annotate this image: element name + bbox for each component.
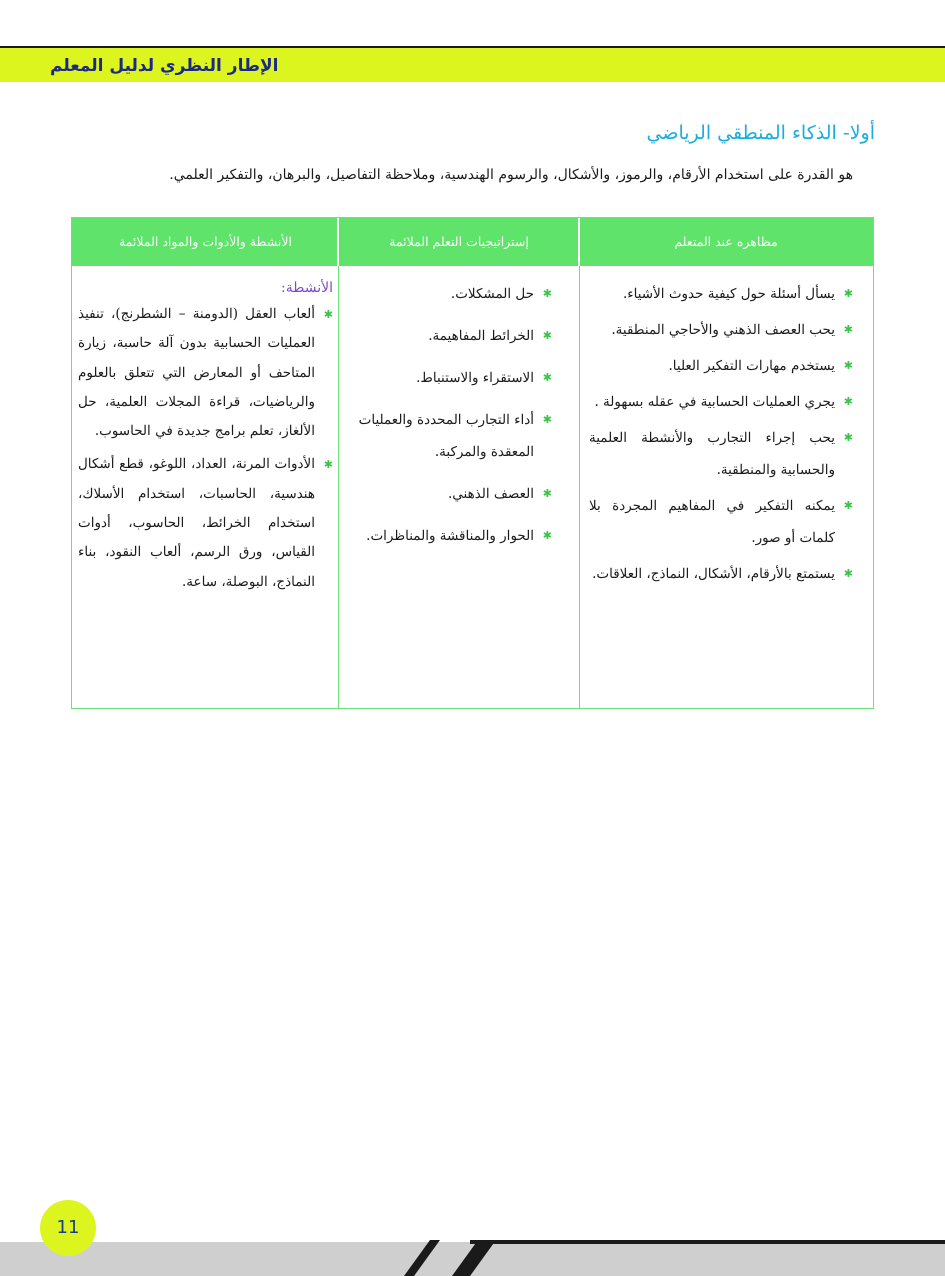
list-item: ✱ يستخدم مهارات التفكير العليا.	[589, 350, 853, 382]
header-learner-traits: مظاهره عند المتعلم	[674, 234, 778, 249]
bullet-star-icon: ✱	[843, 287, 853, 300]
list-item: ✱ يستمتع بالأرقام، الأشكال، النماذج، العلاقات.	[589, 558, 853, 590]
list-item: ✱ العصف الذهني.	[346, 478, 552, 510]
bullet-star-icon: ✱	[323, 308, 333, 321]
footer-slash-decoration	[400, 1236, 520, 1276]
list-item: ✱ يسأل أسئلة حول كيفية حدوث الأشياء.	[589, 278, 853, 310]
learner-traits-column	[589, 278, 853, 594]
bullet-star-icon: ✱	[542, 371, 552, 384]
bullet-star-icon: ✱	[542, 287, 552, 300]
list-item: ✱ ألعاب العقل (الدومنة – الشطرنج)، تنفيذ العمليات الحسابية بدون آلة حاسبة، زيارة المتاحف أو المعارض التي تتعلق بالعلوم والرياضيات، قراءة المجلات العلمية، حل الألغاز، تعلم برامج جديدة في الحاسوب.	[78, 300, 333, 446]
bullet-star-icon: ✱	[542, 487, 552, 500]
header-divider	[578, 218, 580, 266]
list-item: ✱ الخرائط المفاهيمة.	[346, 320, 552, 352]
page-number-badge: 11	[40, 1200, 96, 1256]
list-item: ✱ يحب العصف الذهني والأحاجي المنطقية.	[589, 314, 853, 346]
bullet-star-icon: ✱	[843, 567, 853, 580]
section-title: أولا- الذكاء المنطقي الرياضي	[646, 122, 875, 144]
column-divider	[338, 218, 339, 708]
bullet-star-icon: ✱	[843, 499, 853, 512]
list-item: ✱ حل المشكلات.	[346, 278, 552, 310]
strategies-column	[346, 278, 552, 562]
header-activities: الأنشطة والأدوات والمواد الملائمة	[118, 234, 292, 249]
bullet-star-icon: ✱	[323, 458, 333, 472]
bullet-star-icon: ✱	[843, 431, 853, 444]
activities-column	[78, 276, 333, 601]
header-divider	[337, 218, 339, 266]
table-header-row	[72, 218, 873, 266]
footer-rule	[470, 1240, 945, 1244]
bullet-star-icon: ✱	[843, 323, 853, 336]
footer-slash-thick	[452, 1240, 496, 1276]
header-strategies: إستراتيجيات التعلم الملائمة	[389, 234, 529, 249]
intelligence-table	[71, 217, 874, 709]
section-intro: هو القدرة على استخدام الأرقام، والرموز، والأشكال، والرسوم الهندسية، وملاحظة التفاصيل، والبرهان، والتفكير العلمي.	[169, 167, 853, 183]
bullet-star-icon: ✱	[542, 329, 552, 342]
list-item: ✱ يحب إجراء التجارب والأنشطة العلمية والحسابية والمنطقية.	[589, 422, 853, 486]
header-title: الإطار النظري لدليل المعلم	[50, 56, 279, 76]
list-item: ✱ يجري العمليات الحسابية في عقله بسهولة .	[589, 386, 853, 418]
list-item: ✱ الاستقراء والاستنباط.	[346, 362, 552, 394]
activities-label: الأنشطة:	[281, 280, 333, 296]
bullet-star-icon: ✱	[843, 395, 853, 408]
bullet-star-icon: ✱	[843, 359, 853, 372]
bullet-star-icon: ✱	[542, 529, 552, 542]
column-divider	[579, 218, 580, 708]
list-item: ✱ الأدوات المرنة، العداد، اللوغو، قطع أشكال هندسية، الحاسبات، استخدام الأسلاك، استخدام الخرائط، الحاسوب، أدوات القياس، ورق الرسم، ألعاب النقود، بناء النماذج، البوصلة، ساعة.	[78, 450, 333, 596]
bullet-star-icon: ✱	[542, 413, 552, 426]
list-item: ✱ الحوار والمناقشة والمناظرات.	[346, 520, 552, 552]
list-item: ✱ أداء التجارب المحددة والعمليات المعقدة والمركبة.	[346, 404, 552, 468]
footer-slash-thin	[404, 1240, 440, 1276]
list-item: ✱ يمكنه التفكير في المفاهيم المجردة بلا كلمات أو صور.	[589, 490, 853, 554]
